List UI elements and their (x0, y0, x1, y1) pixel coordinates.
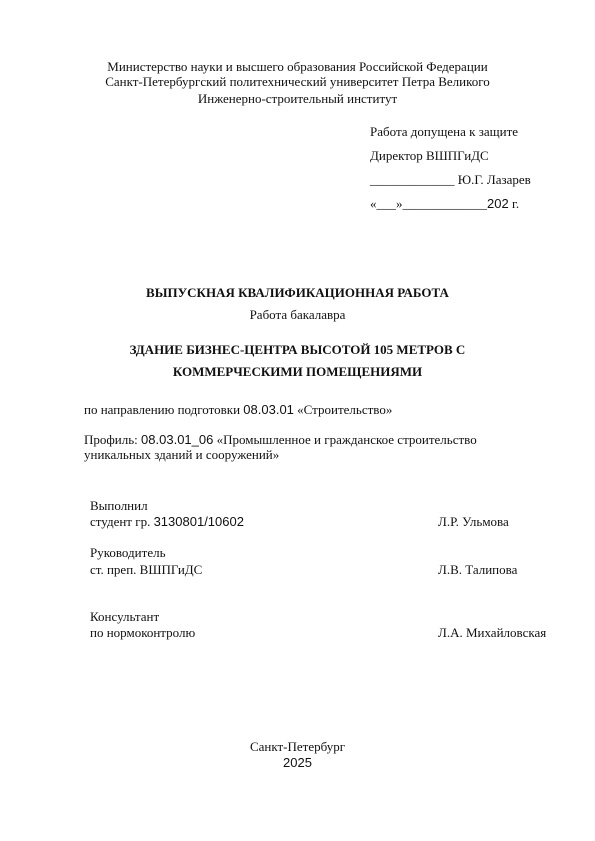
student-group: 3130801/10602 (153, 514, 244, 529)
student-name: Л.Р. Ульмова (438, 514, 509, 529)
work-subtitle: Работа бакалавра (249, 307, 346, 322)
date-day-blank: «___» (370, 196, 403, 211)
consultant-desc: по нормоконтролю (90, 625, 196, 640)
topic-line-1: ЗДАНИЕ БИЗНЕС-ЦЕНТРА ВЫСОТОЙ 105 МЕТРОВ С (129, 342, 466, 357)
student-desc-prefix: студент гр. (90, 514, 154, 529)
footer-city: Санкт-Петербург (249, 739, 346, 754)
profile-code: 08.03.01_06 (141, 432, 214, 447)
direction-code: 08.03.01 (243, 402, 294, 417)
date-year: 202 (487, 196, 509, 211)
direction-prefix: по направлению подготовки (84, 402, 244, 417)
direction-name: «Строительство» (293, 402, 393, 417)
date-suffix: г. (508, 196, 520, 211)
consultant-role: Консультант (90, 609, 160, 624)
student-role: Выполнил (90, 498, 148, 513)
profile-prefix: Профиль: (84, 432, 142, 447)
date-month-blank: _____________ (402, 196, 487, 211)
supervisor-desc: ст. преп. ВШПГиДС (90, 562, 203, 577)
signature-blank: _____________ (370, 172, 455, 187)
profile-line-1 (84, 432, 477, 447)
work-type-title: ВЫПУСКНАЯ КВАЛИФИКАЦИОННАЯ РАБОТА (146, 285, 449, 300)
profile-line-2: уникальных зданий и сооружений» (84, 447, 280, 462)
student-desc (90, 514, 244, 529)
consultant-name: Л.А. Михайловская (438, 625, 547, 640)
supervisor-name: Л.В. Талипова (438, 562, 518, 577)
approval-signature (370, 172, 531, 187)
signature-name: Ю.Г. Лазарев (454, 172, 531, 187)
footer-year: 2025 (283, 755, 312, 770)
profile-name-1: «Промышленное и гражданское строительство (213, 432, 477, 447)
university-line: Санкт-Петербургский политехнический университет Петра Великого (105, 74, 490, 89)
approval-date (370, 196, 519, 211)
topic-line-2: КОММЕРЧЕСКИМИ ПОМЕЩЕНИЯМИ (172, 364, 423, 379)
institute-line: Инженерно-строительный институт (197, 91, 398, 106)
supervisor-role: Руководитель (90, 545, 166, 560)
approval-director: Директор ВШПГиДС (370, 148, 489, 163)
approval-admitted: Работа допущена к защите (370, 124, 519, 139)
direction-line (84, 402, 392, 417)
ministry-line: Министерство науки и высшего образования Российской Федерации (107, 59, 488, 74)
